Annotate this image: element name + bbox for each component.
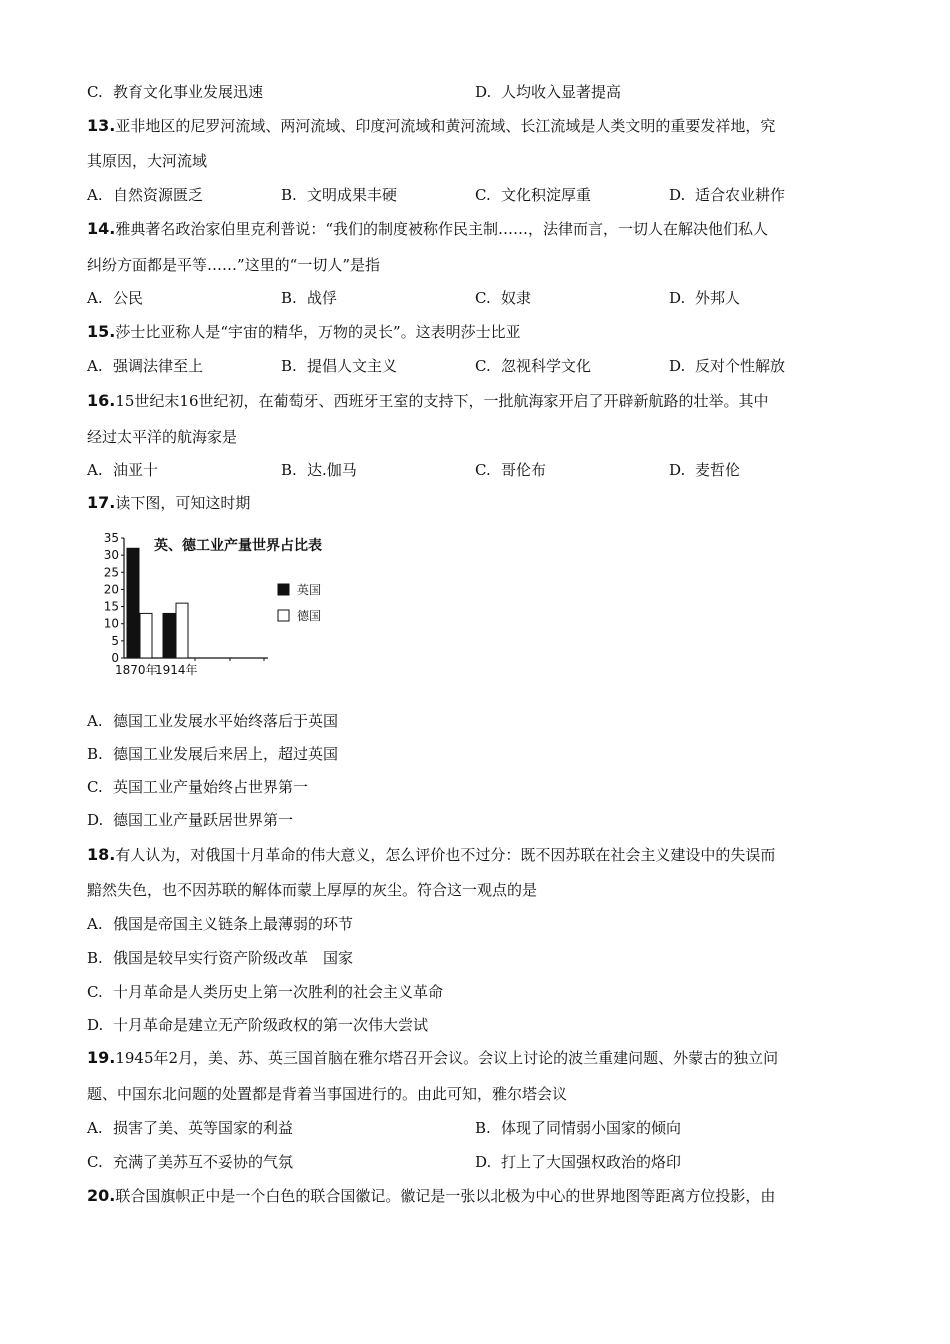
q15-option-a[interactable]: A. 强调法律至上	[87, 357, 204, 375]
q16-options	[87, 460, 870, 480]
y-tick-label: 35	[103, 531, 119, 545]
y-tick-label: 15	[103, 599, 119, 614]
q19-options-row2	[87, 1152, 870, 1172]
q14-option-a[interactable]: A. 公民	[87, 289, 144, 307]
q19-options-row1	[87, 1118, 870, 1138]
q19-option-d[interactable]: D. 打上了大国强权政治的烙印	[475, 1153, 682, 1171]
q19-stem-line1: 19.1945年2月，美、苏、英三国首脑在雅尔塔召开会议。会议上讨论的波兰重建问题、外蒙古的独立问	[87, 1048, 779, 1067]
q16-option-d[interactable]: D. 麦哲伦	[669, 461, 741, 479]
q13-number: 13.	[87, 116, 116, 135]
legend-label-germany: 德国	[297, 609, 322, 623]
y-tick-label: 25	[103, 565, 119, 580]
q16-stem-line1: 16.15世纪末16世纪初，在葡萄牙、西班牙王室的支持下，一批航海家开启了开辟新航路的壮举。其中	[87, 391, 769, 410]
q12-option-c[interactable]: C. 教育文化事业发展迅速	[87, 83, 264, 101]
q13-option-b[interactable]: B. 文明成果丰硬	[281, 186, 398, 204]
bar-germany-1	[176, 603, 188, 658]
q18-option-b[interactable]: B. 俄国是较早实行资产阶级改革 国家	[87, 949, 354, 967]
q12-options	[87, 82, 870, 102]
legend-swatch-germany	[278, 610, 289, 621]
q18-stem-line1: 18.有人认为，对俄国十月革命的伟大意义，怎么评价也不过分：既不因苏联在社会主义建设中的失误而	[87, 845, 776, 864]
q19-option-b[interactable]: B. 体现了同情弱小国家的倾向	[475, 1119, 682, 1137]
q19-number: 19.	[87, 1048, 116, 1067]
legend-swatch-britain	[278, 584, 289, 595]
q17-option-b[interactable]: B. 德国工业发展后来居上，超过英国	[87, 745, 339, 763]
y-tick-label: 30	[103, 548, 119, 563]
q16-stem-line2: 经过太平洋的航海家是	[87, 428, 238, 446]
q14-option-c[interactable]: C. 奴隶	[475, 289, 532, 307]
chart-legend	[278, 583, 321, 623]
q14-option-b[interactable]: B. 战俘	[281, 289, 338, 307]
q15-stem-line1: 15.莎士比亚称人是“宇宙的精华，万物的灵长”。这表明莎士比亚	[87, 322, 521, 341]
q20-stem-line1: 20.联合国旗帜正中是一个白色的联合国徽记。徽记是一张以北极为中心的世界地图等距离方位投影，由	[87, 1186, 776, 1205]
q14-stem-line1: 14.雅典著名政治家伯里克利普说：“我们的制度被称作民主制……，法律而言，一切人在解决他们私人	[87, 219, 769, 238]
q13-stem-line2: 其原因，大河流域	[87, 152, 208, 170]
legend-label-britain: 英国	[297, 583, 322, 597]
y-tick-label: 5	[111, 633, 119, 648]
x-tick-label: 1914年	[155, 663, 198, 677]
q14-option-d[interactable]: D. 外邦人	[669, 289, 741, 307]
q18-number: 18.	[87, 845, 116, 864]
q13-option-c[interactable]: C. 文化积淀厚重	[475, 186, 592, 204]
chart-y-ticks	[104, 531, 124, 665]
chart-title: 英、德工业产量世界占比表	[154, 538, 322, 554]
q17-number: 17.	[87, 493, 116, 512]
q14-options	[87, 288, 870, 308]
bar-germany-0	[140, 613, 152, 658]
q15-option-c[interactable]: C. 忽视科学文化	[475, 357, 592, 375]
q14-stem-line2: 纠纷方面都是平等……”这里的“一切人”是指	[87, 256, 381, 274]
q18-option-d[interactable]: D. 十月革命是建立无产阶级政权的第一次伟大尝试	[87, 1016, 429, 1034]
q18-option-a[interactable]: A. 俄国是帝国主义链条上最薄弱的环节	[87, 915, 354, 933]
industrial-output-chart	[100, 530, 360, 678]
q16-option-b[interactable]: B. 达.伽马	[281, 461, 357, 479]
q17-option-a[interactable]: A. 德国工业发展水平始终落后于英国	[87, 712, 339, 730]
q13-options	[87, 185, 870, 205]
q17-option-d[interactable]: D. 德国工业产量跃居世界第一	[87, 811, 294, 829]
q18-option-c[interactable]: C. 十月革命是人类历史上第一次胜利的社会主义革命	[87, 983, 444, 1001]
q15-options	[87, 356, 870, 376]
chart-bars	[127, 548, 188, 658]
chart-x-ticks	[115, 658, 264, 677]
x-tick-label: 1870年	[115, 663, 158, 677]
q18-stem-line2: 黯然失色，也不因苏联的解体而蒙上厚厚的灰尘。符合这一观点的是	[87, 881, 538, 899]
q16-option-c[interactable]: C. 哥伦布	[475, 461, 547, 479]
q15-number: 15.	[87, 322, 116, 341]
q14-number: 14.	[87, 219, 116, 238]
q17-stem-line1: 17.读下图，可知这时期	[87, 493, 251, 512]
q20-number: 20.	[87, 1186, 116, 1205]
q16-option-a[interactable]: A. 油亚十	[87, 461, 159, 479]
q13-option-a[interactable]: A. 自然资源匮乏	[87, 186, 204, 204]
q13-option-d[interactable]: D. 适合农业耕作	[669, 186, 786, 204]
q19-option-a[interactable]: A. 损害了美、英等国家的利益	[87, 1119, 294, 1137]
y-tick-label: 0	[111, 651, 119, 665]
y-tick-label: 10	[103, 616, 119, 631]
q16-number: 16.	[87, 391, 116, 410]
bar-britain-1	[163, 613, 175, 658]
y-tick-label: 20	[103, 582, 119, 597]
q15-option-b[interactable]: B. 提倡人文主义	[281, 357, 398, 375]
q19-stem-line2: 题、中国东北问题的处置都是背着当事国进行的。由此可知，雅尔塔会议	[87, 1085, 568, 1103]
q17-option-c[interactable]: C. 英国工业产量始终占世界第一	[87, 778, 309, 796]
q19-option-c[interactable]: C. 充满了美苏互不妥协的气氛	[87, 1153, 294, 1171]
q12-option-d[interactable]: D. 人均收入显著提高	[475, 83, 622, 101]
q15-option-d[interactable]: D. 反对个性解放	[669, 357, 786, 375]
bar-britain-0	[127, 548, 139, 658]
q13-stem-line1: 13.亚非地区的尼罗河流域、两河流域、印度河流域和黄河流域、长江流域是人类文明的重要发祥地，究	[87, 116, 776, 135]
